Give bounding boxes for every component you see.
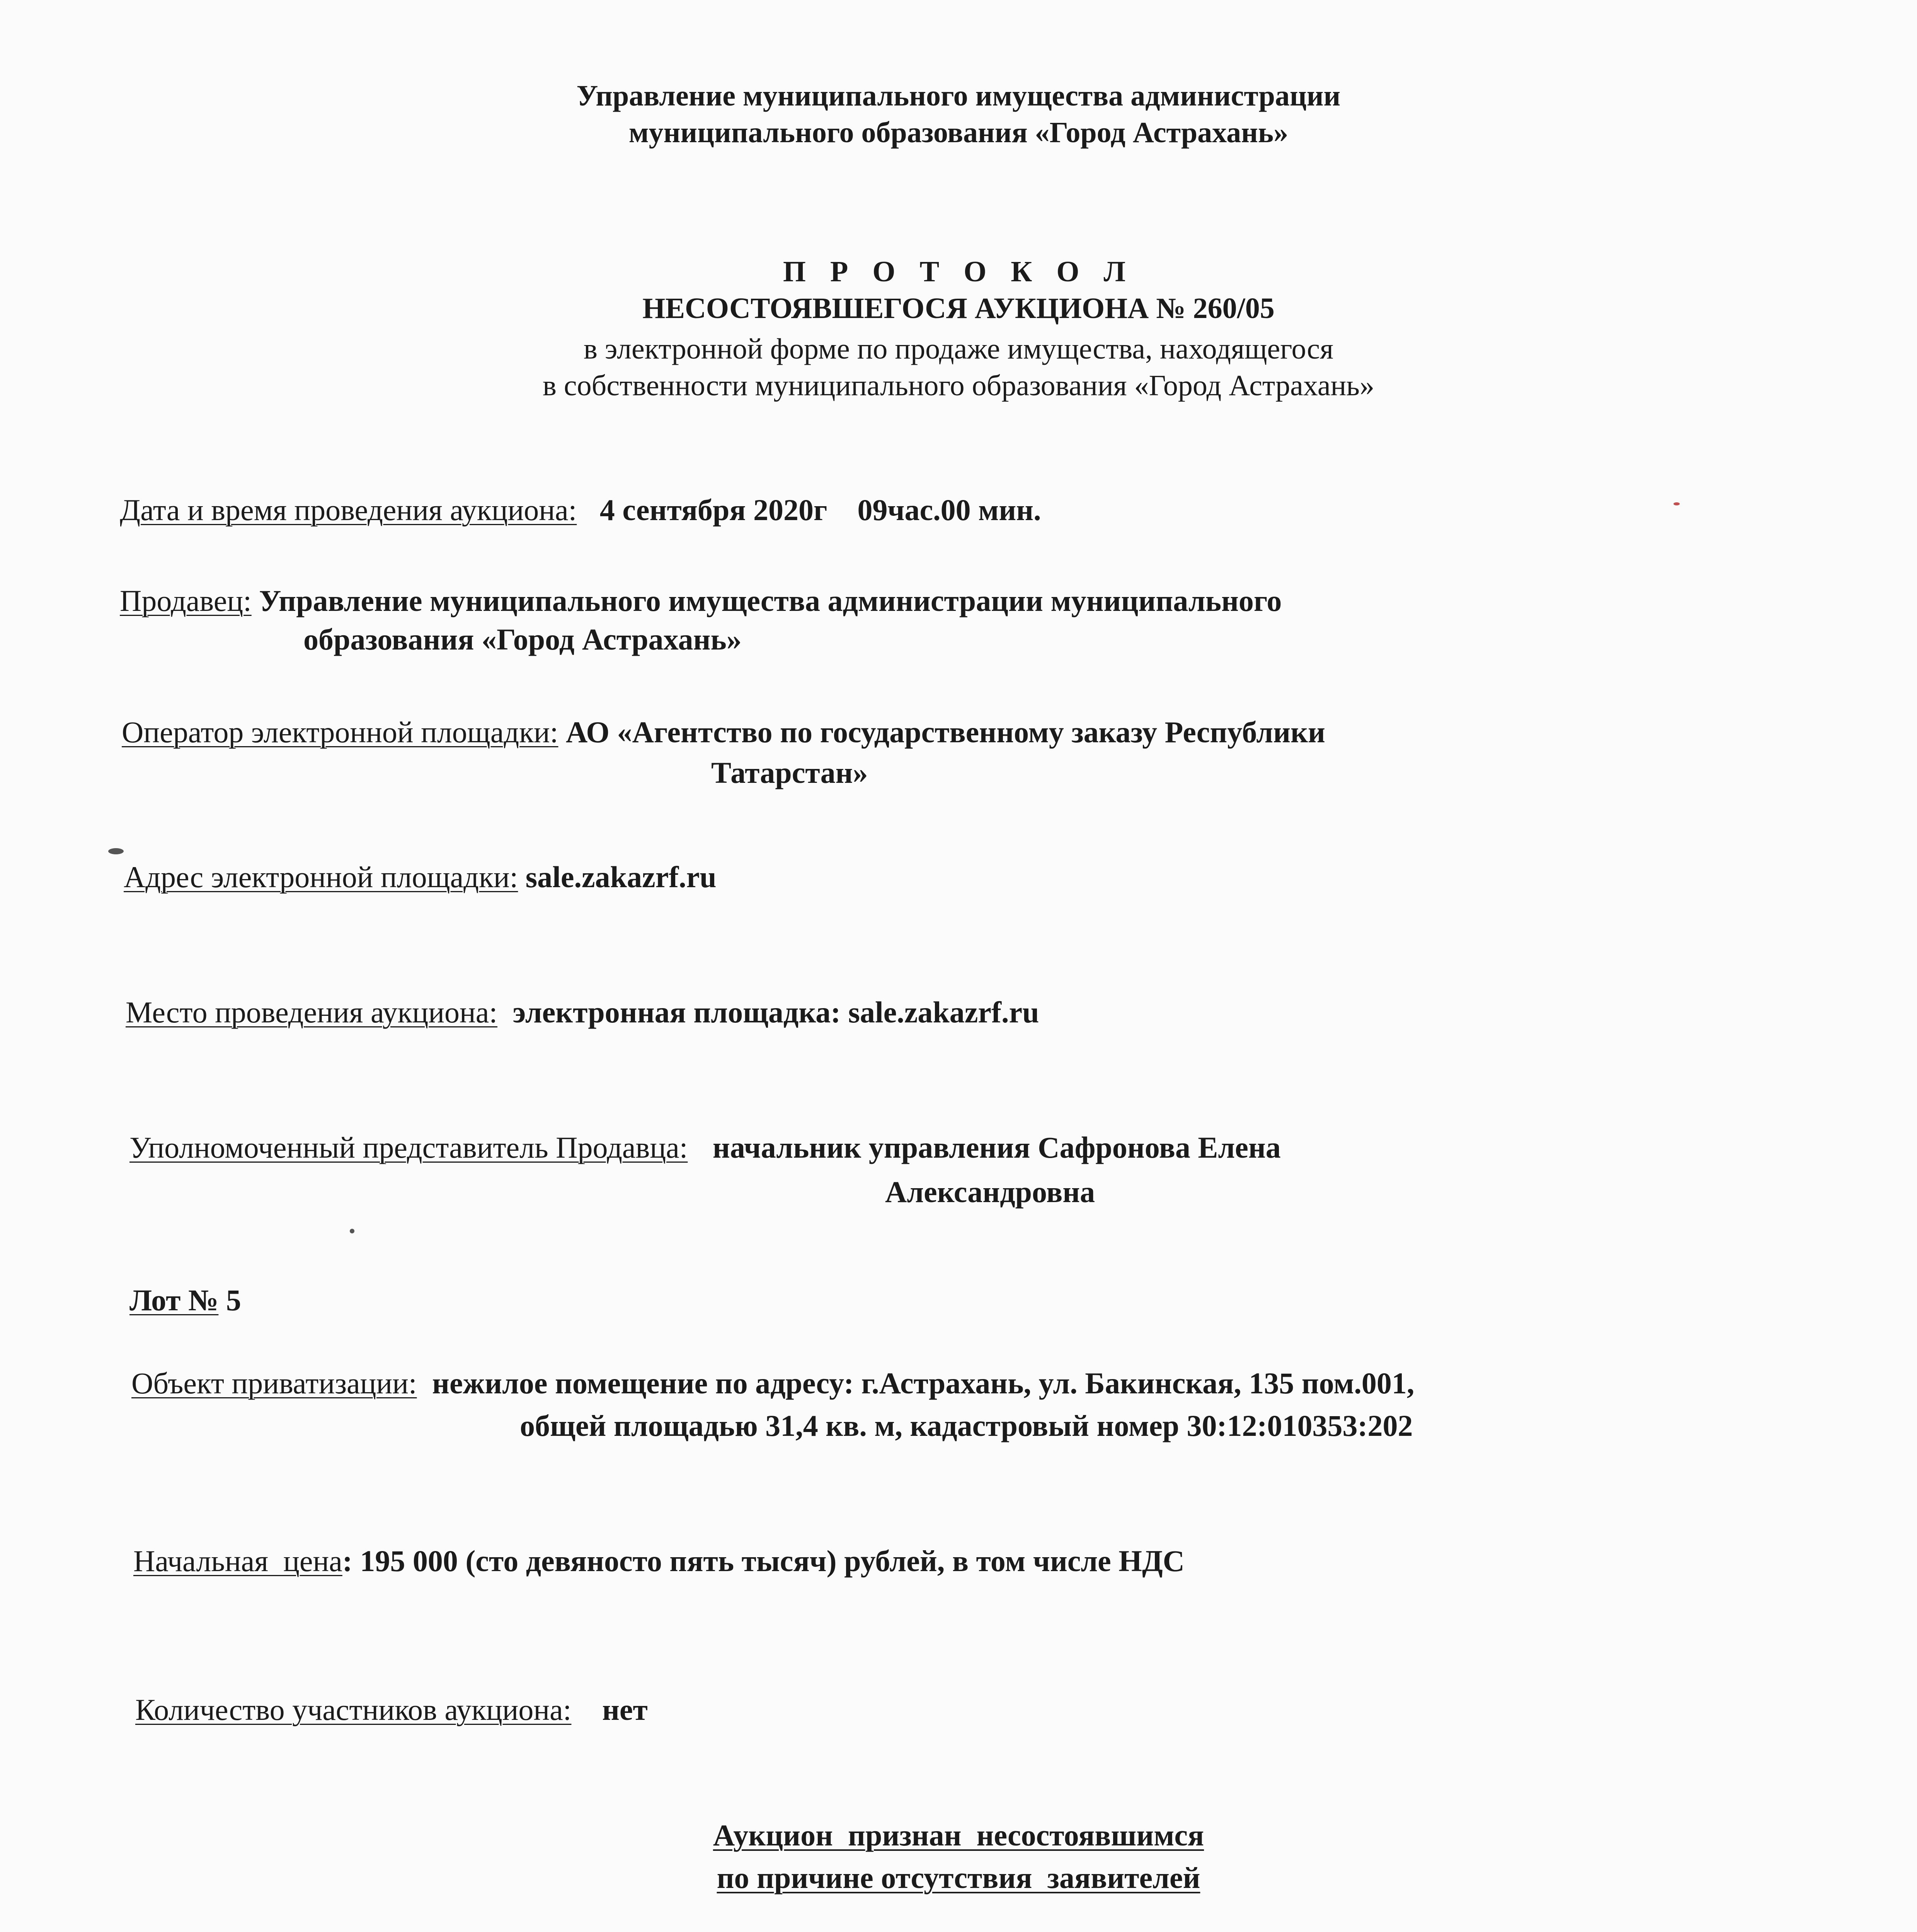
object-label: Объект приватизации:	[131, 1366, 417, 1400]
field-address	[124, 860, 717, 895]
result-text-2: по причине отсутствия заявителей	[717, 1861, 1200, 1895]
representative-value-1: начальник управления Сафронова Елена	[712, 1131, 1281, 1164]
object-value-1: нежилое помещение по адресу: г.Астрахань, ул. Бакинская, 135 пом.001,	[432, 1366, 1415, 1400]
operator-label: Оператор электронной площадки:	[122, 715, 558, 749]
seller-value-2: образования «Город Астрахань»	[303, 622, 742, 656]
datetime-label: Дата и время проведения аукциона:	[120, 493, 577, 527]
price-value: 195 000 (сто девяносто пять тысяч) рублей, в том числе НДС	[360, 1544, 1185, 1578]
scan-speck	[1674, 502, 1680, 505]
address-value: sale.zakazrf.ru	[525, 860, 717, 894]
object-value-2: общей площадью 31,4 кв. м, кадастровый номер 30:12:010353:202	[520, 1409, 1413, 1442]
field-operator	[122, 715, 1325, 750]
datetime-value: 4 сентября 2020г 09час.00 мин.	[599, 493, 1041, 527]
seller-label: Продавец:	[120, 584, 252, 617]
lot-label: Лот №	[129, 1283, 219, 1317]
place-label: Место проведения аукциона:	[126, 995, 498, 1029]
participants-label: Количество участников аукциона:	[135, 1693, 572, 1726]
header-line-1: Управление муниципального имущества администрации	[576, 80, 1341, 112]
result-line-2	[0, 1861, 1917, 1895]
title-subtitle-1: в электронной форме по продаже имущества, находящегося	[583, 333, 1334, 365]
field-representative	[129, 1130, 1281, 1165]
scan-speck	[350, 1229, 354, 1233]
field-place	[126, 995, 1039, 1030]
title-subtitle-2: в собственности муниципального образования «Город Астрахань»	[543, 369, 1374, 402]
representative-value-2: Александровна	[885, 1175, 1095, 1209]
participants-value: нет	[602, 1693, 648, 1726]
price-colon: :	[342, 1544, 352, 1578]
field-price	[133, 1544, 1185, 1578]
operator-value-1: АО «Агентство по государственному заказу Республики	[565, 715, 1325, 749]
price-label: Начальная цена	[133, 1544, 342, 1578]
operator-value-2: Татарстан»	[711, 756, 868, 789]
place-value: электронная площадка: sale.zakazrf.ru	[512, 995, 1039, 1029]
lot-value: 5	[226, 1283, 241, 1317]
address-label: Адрес электронной площадки:	[124, 860, 518, 894]
header-line-2: муниципального образования «Город Астрахань»	[628, 116, 1289, 149]
field-seller	[120, 583, 1282, 618]
seller-value-1: Управление муниципального имущества администрации муниципального	[259, 584, 1282, 617]
field-lot	[129, 1283, 241, 1318]
scan-speck	[108, 848, 124, 854]
result-line-1	[0, 1818, 1917, 1853]
field-participants	[135, 1692, 648, 1727]
result-text-1: Аукцион признан несостоявшимся	[713, 1818, 1204, 1852]
representative-label: Уполномоченный представитель Продавца:	[129, 1131, 688, 1164]
auction-title: НЕСОСТОЯВШЕГОСЯ АУКЦИОНА № 260/05	[642, 292, 1275, 325]
field-object	[131, 1366, 1414, 1401]
protocol-title: П Р О Т О К О Л	[783, 255, 1134, 288]
field-datetime	[120, 493, 1041, 527]
